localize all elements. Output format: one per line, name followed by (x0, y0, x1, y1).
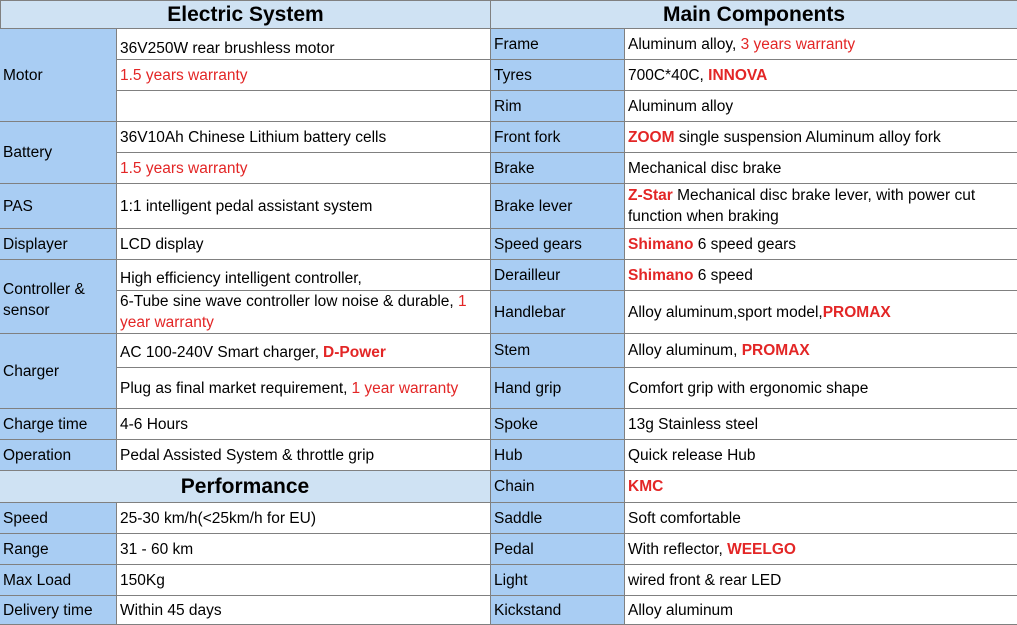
row-label-pas: PAS (0, 184, 117, 229)
component-value-text (628, 34, 855, 55)
component-value-light (625, 565, 1017, 596)
spec-line (117, 60, 491, 91)
spec-line (117, 291, 491, 334)
text-seg: With reflector, (628, 540, 728, 558)
component-value-saddle (625, 503, 1017, 534)
component-value-hand-grip (625, 368, 1017, 409)
component-value-text (628, 378, 868, 399)
spec-line (117, 122, 491, 153)
row-label-displayer: Displayer (0, 229, 117, 260)
component-value-text (628, 414, 758, 435)
component-value-text (628, 302, 891, 323)
row-label-charger: Charger (0, 334, 117, 409)
component-value-text (628, 476, 663, 497)
component-label-tyres: Tyres (491, 60, 625, 91)
row-label-battery: Battery (0, 122, 117, 184)
component-value-tyres (625, 60, 1017, 91)
row-label-speed: Speed (0, 503, 117, 534)
component-value-text (628, 340, 810, 361)
component-label-handlebar: Handlebar (491, 291, 625, 334)
component-label-speed-gears: Speed gears (491, 229, 625, 260)
spec-line-empty (117, 91, 491, 122)
warranty-text: 1 year warranty (120, 293, 467, 331)
row-label-controller-sensor: Controller & sensor (0, 260, 117, 334)
component-label-brake-lever: Brake lever (491, 184, 625, 229)
row-label-range: Range (0, 534, 117, 565)
text-seg: 36V250W rear brushless motor (120, 39, 335, 57)
brand-text: Shimano (628, 266, 694, 284)
component-value-text (628, 234, 796, 255)
electric-system-header: Electric System (0, 0, 491, 29)
warranty-text: 1.5 years warranty (120, 159, 248, 177)
row-label-delivery-time: Delivery time (0, 596, 117, 625)
component-label-hub: Hub (491, 440, 625, 471)
text-seg: Alloy aluminum (628, 601, 734, 619)
component-value-text (628, 600, 733, 621)
component-label-kickstand: Kickstand (491, 596, 625, 625)
component-label-pedal: Pedal (491, 534, 625, 565)
spec-line (117, 184, 491, 229)
text-seg: LCD display (120, 235, 204, 253)
component-value-text (628, 570, 781, 591)
spec-line (117, 409, 491, 440)
component-value-spoke (625, 409, 1017, 440)
text-seg: 4-6 Hours (120, 415, 189, 433)
component-value-kickstand (625, 596, 1017, 625)
spec-line (117, 229, 491, 260)
component-value-rim (625, 91, 1017, 122)
row-label-charge-time: Charge time (0, 409, 117, 440)
component-label-chain: Chain (491, 471, 625, 503)
brand-text: INNOVA (708, 66, 768, 84)
component-value-text (628, 158, 781, 179)
brand-text: D-Power (323, 344, 386, 361)
text-seg: 700C*40C, (628, 66, 709, 84)
component-value-speed-gears (625, 229, 1017, 260)
component-value-text (628, 65, 767, 86)
component-label-saddle: Saddle (491, 503, 625, 534)
component-label-rim: Rim (491, 91, 625, 122)
spec-line (117, 440, 491, 471)
component-value-handlebar (625, 291, 1017, 334)
text-seg: Pedal Assisted System & throttle grip (120, 446, 375, 464)
warranty-text: 1 year warranty (351, 379, 459, 397)
brand-text: WEELGO (727, 540, 796, 558)
text-seg: Aluminum alloy, (628, 35, 741, 53)
component-value-frame (625, 29, 1017, 60)
spec-line (117, 29, 491, 60)
component-value-text (628, 127, 941, 148)
component-value-front-fork (625, 122, 1017, 153)
text-seg: Alloy aluminum,sport model, (628, 303, 823, 321)
spec-line (117, 153, 491, 184)
component-label-stem: Stem (491, 334, 625, 368)
warranty-text: 1.5 years warranty (120, 66, 248, 84)
component-label-spoke: Spoke (491, 409, 625, 440)
text-seg: Quick release Hub (628, 446, 756, 464)
brand-text: KMC (628, 478, 664, 495)
component-value-text (628, 508, 741, 529)
text-seg: Plug as final market requirement, (120, 379, 348, 397)
component-value-text (628, 96, 733, 117)
text-seg: single suspension Aluminum alloy fork (674, 128, 941, 146)
text-seg: Mechanical disc brake lever, with power cut function when braking (628, 187, 976, 225)
main-components-header: Main Components (491, 0, 1017, 29)
component-value-text (628, 445, 756, 466)
text-seg: High efficiency intelligent controller, (120, 270, 362, 287)
text-seg: 6-Tube sine wave controller low noise & durable, (120, 293, 459, 310)
component-label-hand-grip: Hand grip (491, 368, 625, 409)
spec-line (117, 368, 491, 409)
warranty-text: 3 years warranty (740, 35, 856, 53)
text-seg: 1:1 intelligent pedal assistant system (120, 197, 373, 215)
component-label-frame: Frame (491, 29, 625, 60)
component-label-derailleur: Derailleur (491, 260, 625, 291)
component-value-hub (625, 440, 1017, 471)
row-label-max-load: Max Load (0, 565, 117, 596)
text-seg: Comfort grip with ergonomic shape (628, 379, 869, 397)
spec-line (117, 334, 491, 368)
text-seg: 36V10Ah Chinese Lithium battery cells (120, 128, 387, 146)
component-value-brake-lever (625, 184, 1017, 229)
spec-line: Within 45 days (117, 596, 491, 625)
brand-text: PROMAX (741, 342, 810, 359)
brand-text: ZOOM (628, 128, 675, 146)
component-value-text (628, 265, 753, 286)
text-seg: Soft comfortable (628, 509, 741, 527)
text-seg: Aluminum alloy (628, 97, 734, 115)
text-seg: Alloy aluminum, (628, 342, 742, 359)
spec-line: 31 - 60 km (117, 534, 491, 565)
component-label-light: Light (491, 565, 625, 596)
brand-text: PROMAX (822, 303, 891, 321)
component-value-stem (625, 334, 1017, 368)
row-label-motor: Motor (0, 29, 117, 122)
component-value-chain (625, 471, 1017, 503)
text-seg: AC 100-240V Smart charger, (120, 344, 320, 361)
brand-text: Z-Star (628, 187, 673, 204)
component-label-front-fork: Front fork (491, 122, 625, 153)
performance-header: Performance (0, 471, 491, 503)
text-seg: 6 speed (693, 266, 753, 284)
spec-line: 150Kg (117, 565, 491, 596)
component-label-brake: Brake (491, 153, 625, 184)
text-seg: wired front & rear LED (628, 571, 782, 589)
component-value-text (628, 539, 796, 560)
component-value-text (628, 185, 1014, 227)
brand-text: Shimano (628, 235, 694, 253)
component-value-brake (625, 153, 1017, 184)
text-seg: 13g Stainless steel (628, 415, 759, 433)
component-value-pedal (625, 534, 1017, 565)
spec-line (117, 260, 491, 291)
text-seg: Mechanical disc brake (628, 159, 782, 177)
component-value-derailleur (625, 260, 1017, 291)
spec-line: 25-30 km/h(<25km/h for EU) (117, 503, 491, 534)
row-label-operation: Operation (0, 440, 117, 471)
text-seg: 6 speed gears (693, 235, 796, 253)
